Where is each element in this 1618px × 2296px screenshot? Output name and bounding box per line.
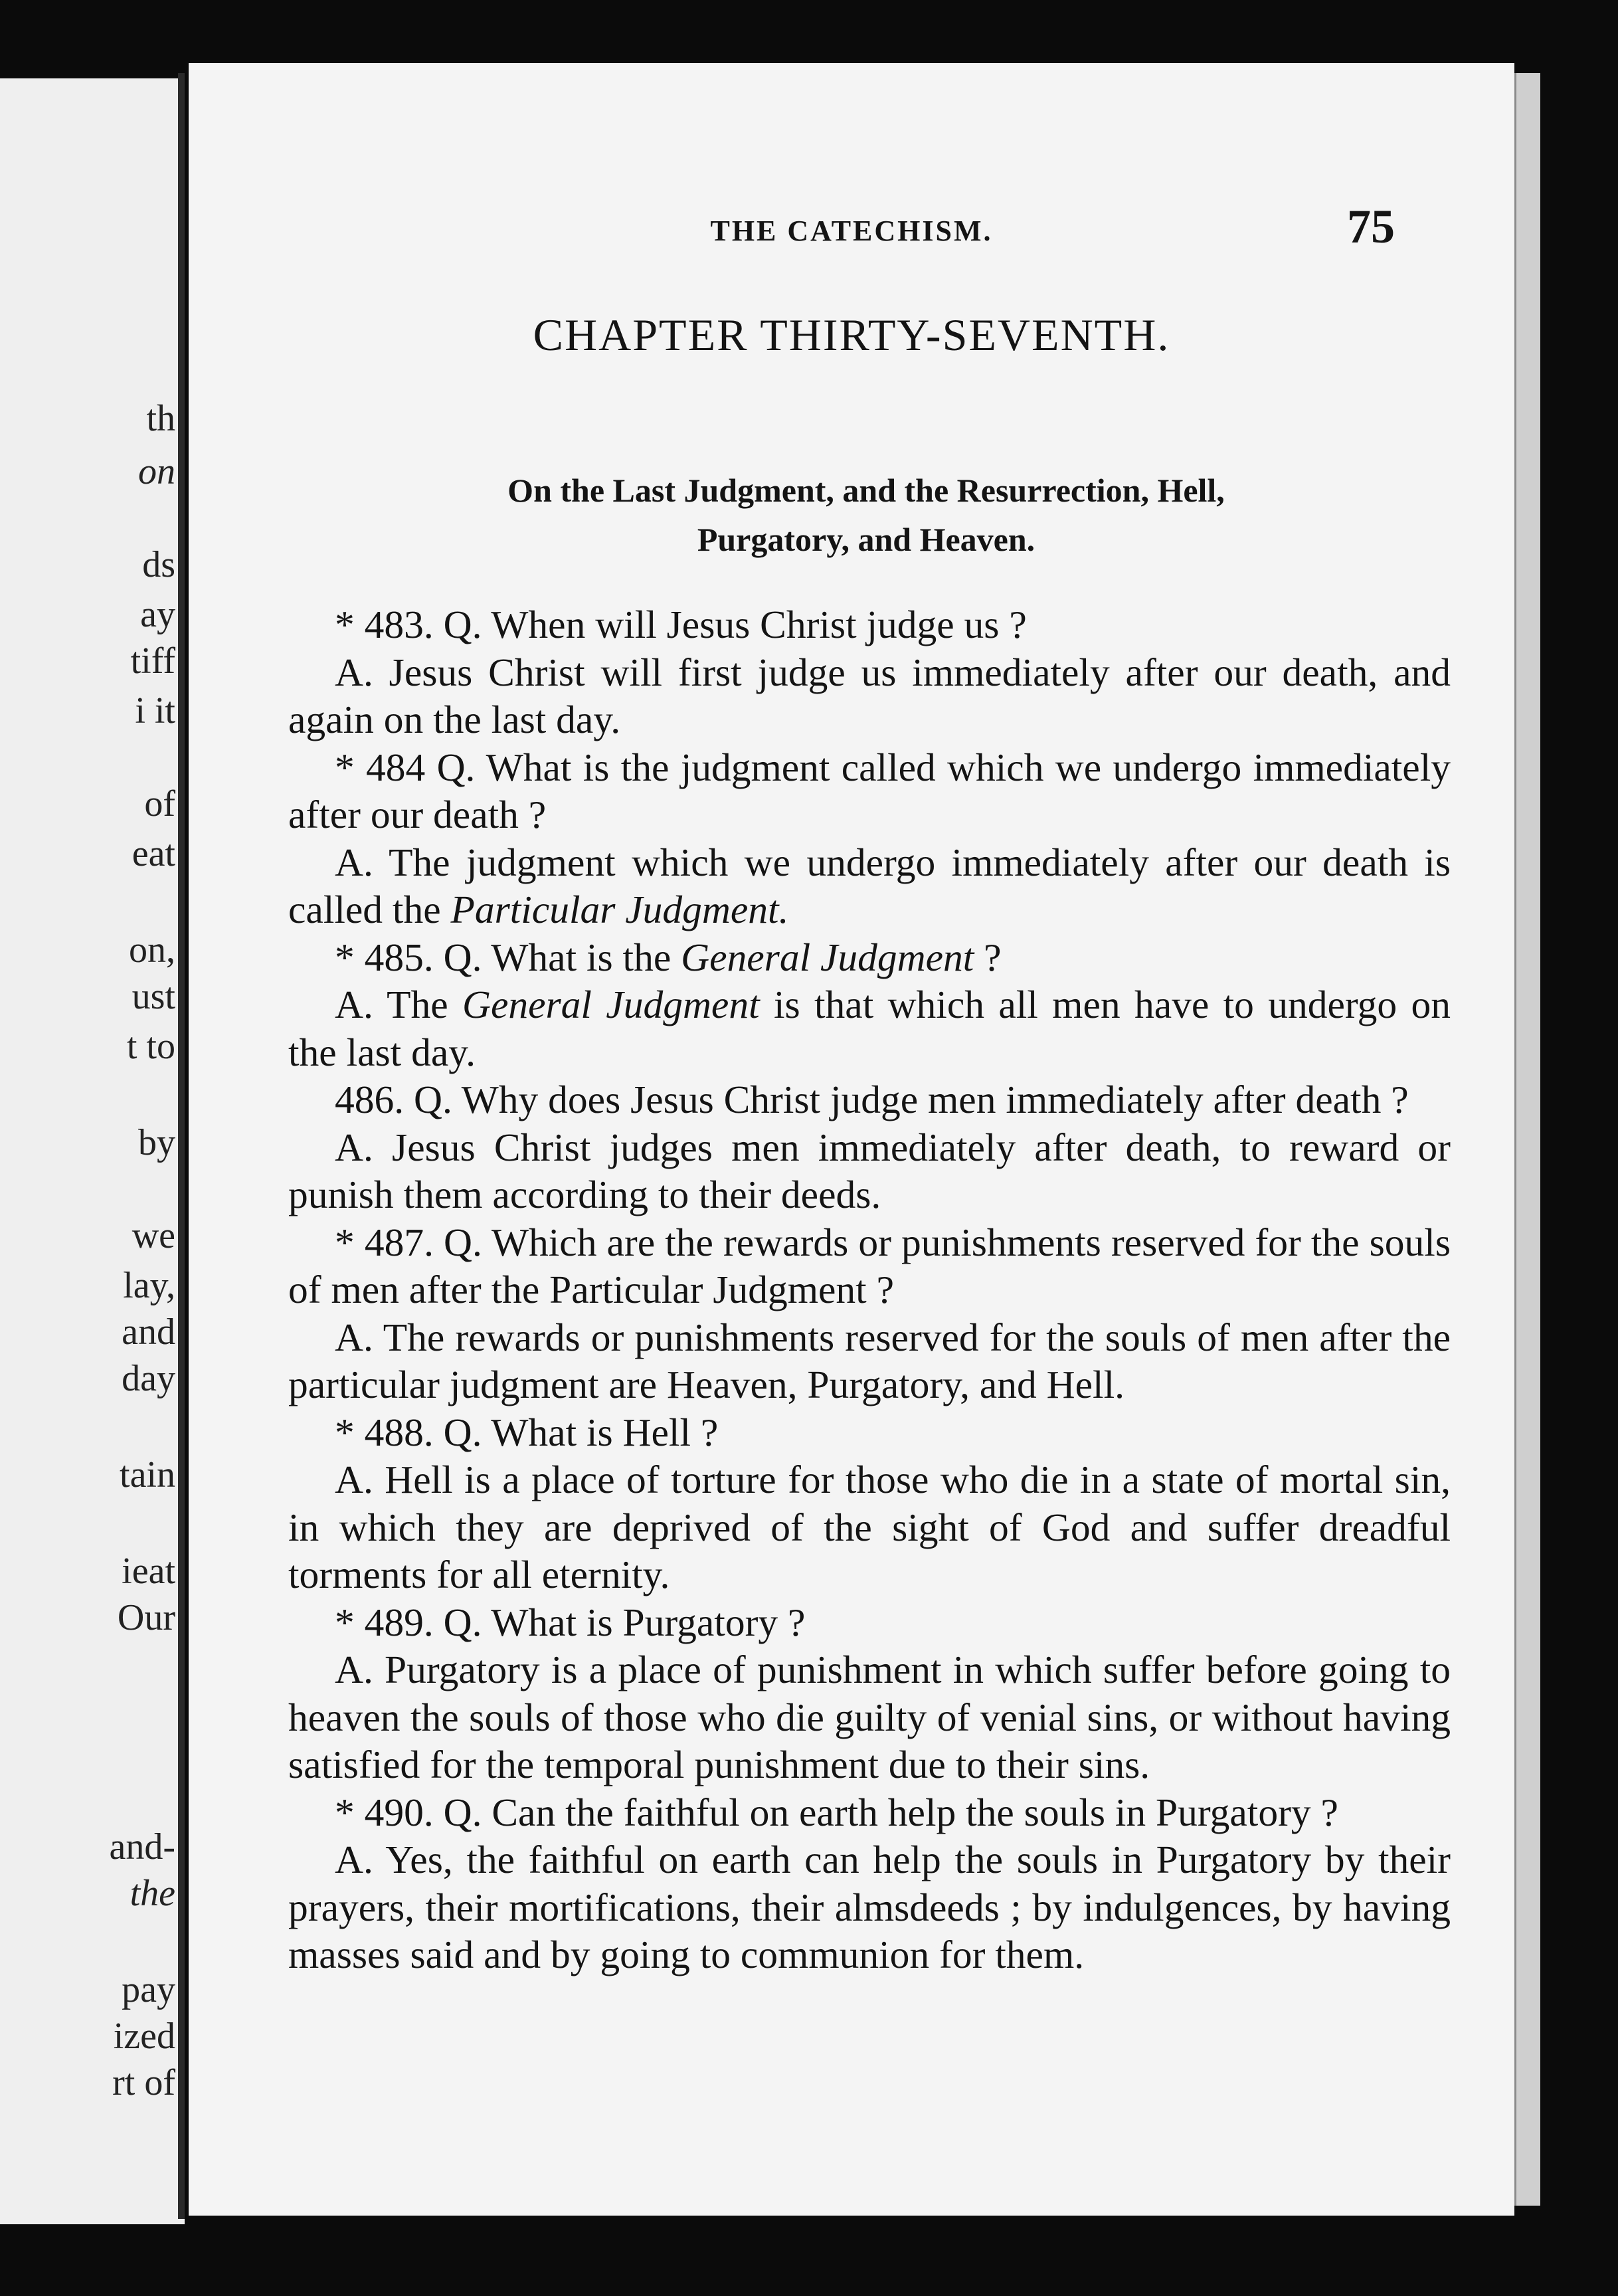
facing-page-fragment: ieat <box>122 1551 175 1592</box>
question-answer-list <box>288 601 1451 1979</box>
text-run: * 488. Q. What is Hell ? <box>335 1410 719 1454</box>
question-paragraph <box>288 1076 1451 1124</box>
subtitle-line: Purgatory, and Heaven. <box>697 521 1035 558</box>
answer-paragraph <box>288 1124 1451 1219</box>
text-run: A. Jesus Christ judges men immediately after death, to reward or punish them according to their deeds. <box>288 1125 1451 1216</box>
text-run: A. Yes, the faithful on earth can help the souls in Purgatory by their prayers, their mortifications, their almsdeeds ; by indulgences, by having masses said and by going to communion for them. <box>288 1838 1451 1976</box>
facing-page-fragment: t to <box>126 1026 175 1067</box>
facing-page-fragment: th <box>146 398 175 439</box>
page-edge <box>1514 73 1540 2206</box>
facing-page-fragment: on, <box>129 929 175 971</box>
facing-page-fragment: day <box>122 1358 175 1399</box>
facing-page-fragment: ized <box>113 2016 175 2057</box>
text-run: * 490. Q. Can the faithful on earth help the souls in Purgatory ? <box>335 1790 1338 1834</box>
text-run: * 489. Q. What is Purgatory ? <box>335 1600 806 1644</box>
text-run: * 487. Q. Which are the rewards or punishments reserved for the souls of men after the Particular Judgment ? <box>288 1220 1451 1311</box>
italic-term: Particular Judgment. <box>450 888 789 931</box>
question-paragraph <box>288 934 1451 982</box>
answer-paragraph <box>288 1456 1451 1599</box>
facing-page-fragment: by <box>138 1122 175 1163</box>
italic-term: General Judgment <box>681 935 974 979</box>
facing-page-fragment: of <box>144 783 175 824</box>
text-run: is that which all men have to undergo on the last day. <box>288 983 1451 1074</box>
text-run: ? <box>974 935 1002 979</box>
question-paragraph <box>288 601 1451 649</box>
facing-page-fragment: the <box>130 1873 175 1914</box>
text-run: * 483. Q. When will Jesus Christ judge us ? <box>335 603 1027 646</box>
question-paragraph <box>288 744 1451 839</box>
chapter-title: CHAPTER THIRTY-SEVENTH. <box>533 310 1170 360</box>
facing-page-fragment: rt of <box>112 2062 175 2103</box>
facing-page-fragment: lay, <box>123 1265 175 1306</box>
facing-page-fragment: we <box>132 1215 175 1256</box>
facing-page-fragment: tain <box>120 1454 175 1495</box>
answer-paragraph <box>288 839 1451 934</box>
text-run: A. The judgment which we undergo immediately after our death is called the <box>288 840 1451 931</box>
text-run: A. The rewards or punishments reserved for the souls of men after the particular judgment are Heaven, Purgatory, and Hell. <box>288 1315 1451 1406</box>
text-run: 486. Q. Why does Jesus Christ judge men immediately after death ? <box>335 1078 1409 1121</box>
italic-term: General Judgment <box>462 983 760 1026</box>
facing-page-fragment: and- <box>109 1826 175 1867</box>
facing-page-fragment: i it <box>135 690 175 731</box>
question-paragraph <box>288 1409 1451 1457</box>
book-gutter <box>178 73 185 2219</box>
answer-paragraph <box>288 1836 1451 1979</box>
facing-page-edge <box>0 78 185 2224</box>
answer-paragraph <box>288 1646 1451 1789</box>
chapter-subtitle <box>282 466 1451 564</box>
answer-paragraph <box>288 1314 1451 1409</box>
facing-page-fragment: and <box>122 1311 175 1353</box>
facing-page-fragment: pay <box>122 1969 175 2010</box>
answer-paragraph <box>288 649 1451 744</box>
text-run: A. Hell is a place of torture for those who die in a state of mortal sin, in which they are deprived of the sight of God and suffer dreadful torments for all eternity. <box>288 1458 1451 1596</box>
text-run: A. The <box>335 983 462 1026</box>
page-number: 75 <box>1347 200 1395 253</box>
answer-paragraph <box>288 981 1451 1076</box>
facing-page-fragment: ds <box>142 544 175 585</box>
subtitle-line: On the Last Judgment, and the Resurrection, Hell, <box>507 472 1225 509</box>
facing-page-fragment: on <box>138 451 175 492</box>
text-run: * 485. Q. What is the <box>335 935 681 979</box>
facing-page-fragment: Our <box>117 1597 175 1638</box>
facing-page-fragment: ust <box>132 976 175 1017</box>
text-run: A. Jesus Christ will first judge us immediately after our death, and again on the last day. <box>288 650 1451 741</box>
book-page <box>189 63 1514 2216</box>
question-paragraph <box>288 1789 1451 1837</box>
question-paragraph <box>288 1599 1451 1647</box>
question-paragraph <box>288 1219 1451 1314</box>
facing-page-fragment: eat <box>132 833 175 874</box>
facing-page-fragment: ay <box>140 594 175 635</box>
running-head: THE CATECHISM. <box>710 215 993 247</box>
facing-page-fragment: tiff <box>130 640 175 682</box>
text-run: A. Purgatory is a place of punishment in which suffer before going to heaven the souls of those who die guilty of venial sins, or without having satisfied for the temporal punishment due to their sins. <box>288 1648 1451 1786</box>
text-run: * 484 Q. What is the judgment called which we undergo immediately after our death ? <box>288 745 1451 836</box>
